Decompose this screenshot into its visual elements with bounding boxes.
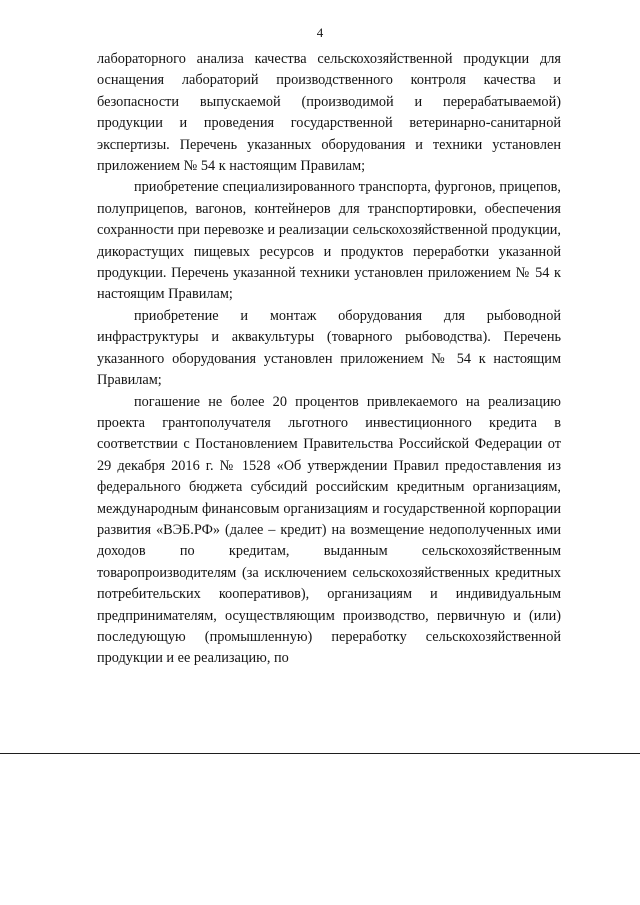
paragraph-lab-equipment: лабораторного анализа качества сельскохозяйственной продукции для оснащения лабораторий производственного контроля качества и безопасности выпускаемой (производимой и перерабатываемой) продукции и проведения государственной ветеринарно-санитарной экспертизы. Перечень указанных оборудования и техники установлен приложением № 54 к настоящим Правилам;	[97, 51, 561, 175]
paragraph-fish-farming: приобретение и монтаж оборудования для рыбоводной инфраструктуры и аквакультуры (товарного рыбоводства). Перечень указанного оборудования установлен приложением № 54 к настоящим Правилам;	[97, 307, 561, 389]
paragraph-loan-repayment: погашение не более 20 процентов привлекаемого на реализацию проекта грантополучателя льготного инвестиционного кредита в соответствии с Постановлением Правительства Российской Федерации от 29 декабря 2016 г. № 1528 «Об утверждении Правил предоставления из федерального бюджета субсидий российским кредитным организациям, международным финансовым организациям и государственной корпорации развития «ВЭБ.РФ» (далее – кредит) на возмещение недополученных ими доходов по кредитам, выданным сельскохозяйственным товаропроизводителям (за исключением сельскохозяйственных кредитных потребительских кооперативов), организациям и индивидуальным предпринимателям, осуществляющим производство, первичную и (или) последующую (промышленную) переработку сельскохозяйственной продукции и ее реализацию, по	[97, 393, 561, 667]
paragraph-transport: приобретение специализированного транспорта, фургонов, прицепов, полуприцепов, вагонов, контейнеров для транспортировки, обеспечения сохранности при перевозке и реализации сельскохозяйственной продукции, дикорастущих пищевых ресурсов и продуктов переработки указанной продукции. Перечень указанной техники установлен приложением № 54 к настоящим Правилам;	[97, 179, 561, 303]
page-number: 4	[316, 25, 324, 40]
document-body	[97, 49, 561, 670]
page-bottom-rule	[0, 753, 640, 754]
